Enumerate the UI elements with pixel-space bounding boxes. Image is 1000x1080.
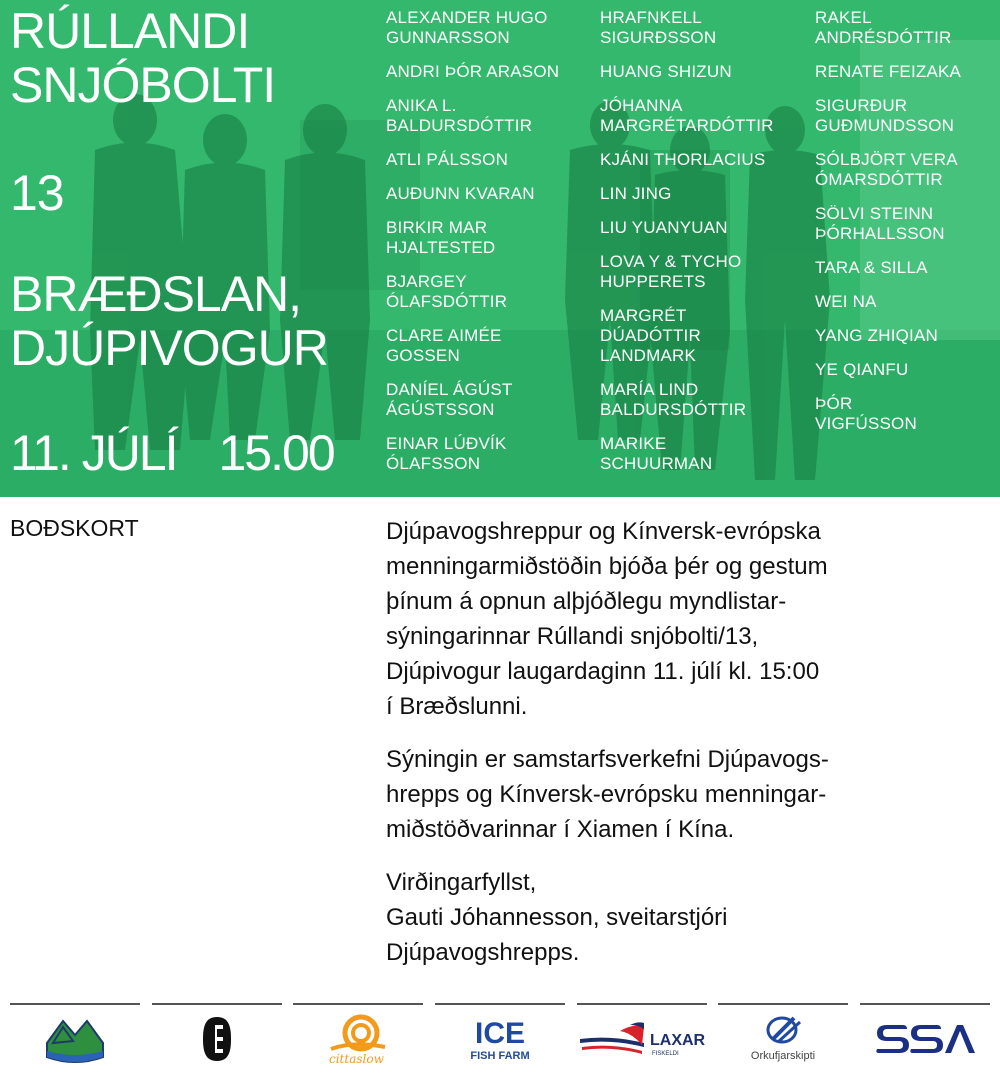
artist-name [815,8,1000,48]
artist-name-line: MARIKE [600,434,667,453]
artist-name-line: EINAR LÚÐVÍK [386,434,507,453]
artist-name [600,380,808,420]
artist-name-line: YANG ZHIQIAN [815,326,938,345]
artist-name-line: KJÁNI THORLACIUS [600,150,766,169]
artist-name-line: SÖLVI STEINN [815,204,934,223]
artist-name-line: JÓHANNA [600,96,683,115]
artist-name [386,184,591,204]
artist-name-line: MARGRÉTARDÓTTIR [600,116,774,135]
artist-name [815,292,1000,312]
icefish-farm-logo [435,1003,565,1073]
photo-banner [0,0,1000,497]
artist-name-line: LOVA Y & TYCHO [600,252,742,271]
invitation-paragraph [386,514,986,724]
artist-name [386,326,591,366]
laxar-logo [577,1003,707,1073]
artist-name [600,150,808,170]
laxar-wave-icon [578,1015,706,1063]
artist-name-line: ANIKA L. [386,96,457,115]
artist-name-line: BIRKIR MAR [386,218,488,237]
artist-name-line: ÓLAFSDÓTTIR [386,292,508,311]
laxar-name: LAXAR [649,1032,705,1049]
invitation-text [386,514,986,988]
event-time: 15.00 [218,425,334,481]
invitation-line: Djúpivogur laugardaginn 11. júlí kl. 15:00 [386,658,820,685]
title-line: SNJÓBOLTI [10,57,276,113]
artist-name [386,380,591,420]
artist-name-line: HRAFNKELL [600,8,702,27]
artist-name-line: VIGFÚSSON [815,414,917,433]
invitation-line: sýningarinnar Rúllandi snjóbolti/13, [386,623,759,650]
artist-name [815,394,1000,434]
seal-icon [199,1013,235,1065]
invitation-line: Djúpavogshrepps. [386,939,580,966]
artist-name-line: GUNNARSSON [386,28,510,47]
invitation-line: menningarmiðstöðin bjóða þér og gestum [386,553,828,580]
cittaslow-text: cittaslow [329,1052,385,1066]
artist-name-line: LIN JING [600,184,672,203]
artist-name-line: DANÍEL ÁGÚST [386,380,513,399]
artist-name-line: WEI NA [815,292,877,311]
invitation-label: BOÐSKORT [10,515,139,541]
artist-name-line: SIGURÐUR [815,96,908,115]
artist-name [386,8,591,48]
invitation-line: miðstöðvarinnar í Xiamen í Kína. [386,816,735,843]
mountain-crest-icon [43,1013,107,1065]
venue [10,267,328,375]
artist-name-line: MARÍA LIND [600,380,699,399]
artist-name-line: ÞÓR [815,394,853,413]
invitation-line: Gauti Jóhannesson, sveitarstjóri [386,904,728,931]
artist-name-line: HJALTESTED [386,238,496,257]
artist-name-line: ÞÓRHALLSSON [815,224,945,243]
artist-name-line: GUÐMUNDSSON [815,116,955,135]
artist-name [600,96,808,136]
artist-name [386,434,591,474]
invitation-paragraph [386,865,986,970]
artist-column-1 [386,8,591,488]
artist-name-line: RAKEL [815,8,872,27]
artist-name-line: GOSSEN [386,346,460,365]
artist-name [386,218,591,258]
event-datetime [10,424,334,482]
artist-name-line: BJARGEY [386,272,467,291]
djupavogshreppur-logo [10,1003,140,1073]
invitation-line: í Bræðslunni. [386,693,528,720]
title-line: RÚLLANDI [10,3,250,59]
artist-name-line: SIGURÐSSON [600,28,717,47]
artist-name-line: HUANG SHIZUN [600,62,732,81]
icefish-name: ICE [474,1017,525,1050]
artist-name [600,184,808,204]
invitation-line: Sýningin er samstarfsverkefni Djúpavogs- [386,746,829,773]
artist-name-line: LIU YUANYUAN [600,218,728,237]
artist-name-line: BALDURSDÓTTIR [600,400,747,419]
exhibition-title [10,4,275,112]
orkufjarskipti-logo [718,1003,848,1073]
artist-name-line: HUPPERETS [600,272,706,291]
artist-name [815,326,1000,346]
artist-name-line: TARA & SILLA [815,258,928,277]
artist-name [815,360,1000,380]
ssa-logo [860,1003,990,1073]
artist-name [815,62,1000,82]
artist-name [386,150,591,170]
orkufjarskipti-text: Orkufjarskipti [751,1050,816,1062]
edition-number: 13 [10,165,64,221]
artist-column-2 [600,8,808,488]
snail-icon [323,1011,393,1067]
icefish-subtitle: FISH FARM [470,1050,530,1062]
invitation-line: Virðingarfyllst, [386,869,537,896]
artist-name [600,252,808,292]
artist-name-line: ÓMARSDÓTTIR [815,170,943,189]
laxar-subtitle: FISKELDI [651,1051,679,1057]
event-date: 11. JÚLÍ [10,425,177,481]
artist-name [600,62,808,82]
artist-name [600,306,808,366]
artist-column-3 [815,8,1000,448]
kinversk-evropska-logo [152,1003,282,1073]
ssa-icon [873,1019,977,1059]
cittaslow-logo [293,1003,423,1073]
artist-name [386,96,591,136]
artist-name-line: RENATE FEIZAKA [815,62,962,81]
invitation-line: hrepps og Kínversk-evrópsku menningar- [386,781,827,808]
venue-line: DJÚPIVOGUR [10,320,328,376]
artist-name [600,8,808,48]
sponsor-logos [10,1003,990,1073]
artist-name [386,272,591,312]
artist-name-line: ANDRI ÞÓR ARASON [386,62,560,81]
venue-line: BRÆÐSLAN, [10,266,302,322]
artist-name-line: AUÐUNN KVARAN [386,184,535,203]
artist-name-line: YE QIANFU [815,360,909,379]
artist-name-line: SCHUURMAN [600,454,713,473]
artist-name [815,204,1000,244]
artist-name [386,62,591,82]
icefish-icon [465,1013,535,1065]
artist-name [600,434,808,474]
artist-name-line: LANDMARK [600,346,697,365]
artist-name-line: ÓLAFSSON [386,454,481,473]
artist-name-line: MARGRÉT [600,306,687,325]
artist-name-line: ATLI PÁLSSON [386,150,509,169]
artist-name-line: ALEXANDER HUGO [386,8,548,27]
invitation-line: Djúpavogshreppur og Kínversk-evrópska [386,518,821,545]
artist-name [815,258,1000,278]
artist-name-line: SÓLBJÖRT VERA [815,150,958,169]
artist-name [815,96,1000,136]
artist-name-line: ANDRÉSDÓTTIR [815,28,952,47]
invitation-paragraph [386,742,986,847]
artist-name-line: ÁGÚSTSSON [386,400,495,419]
orkufjarskipti-icon [738,1012,828,1066]
artist-name-line: BALDURSDÓTTIR [386,116,533,135]
invitation-line: þínum á opnun alþjóðlegu myndlistar- [386,588,787,615]
artist-name-line: DÚADÓTTIR [600,326,701,345]
artist-name [600,218,808,238]
artist-name-line: CLARE AIMÉE [386,326,502,345]
artist-name [815,150,1000,190]
